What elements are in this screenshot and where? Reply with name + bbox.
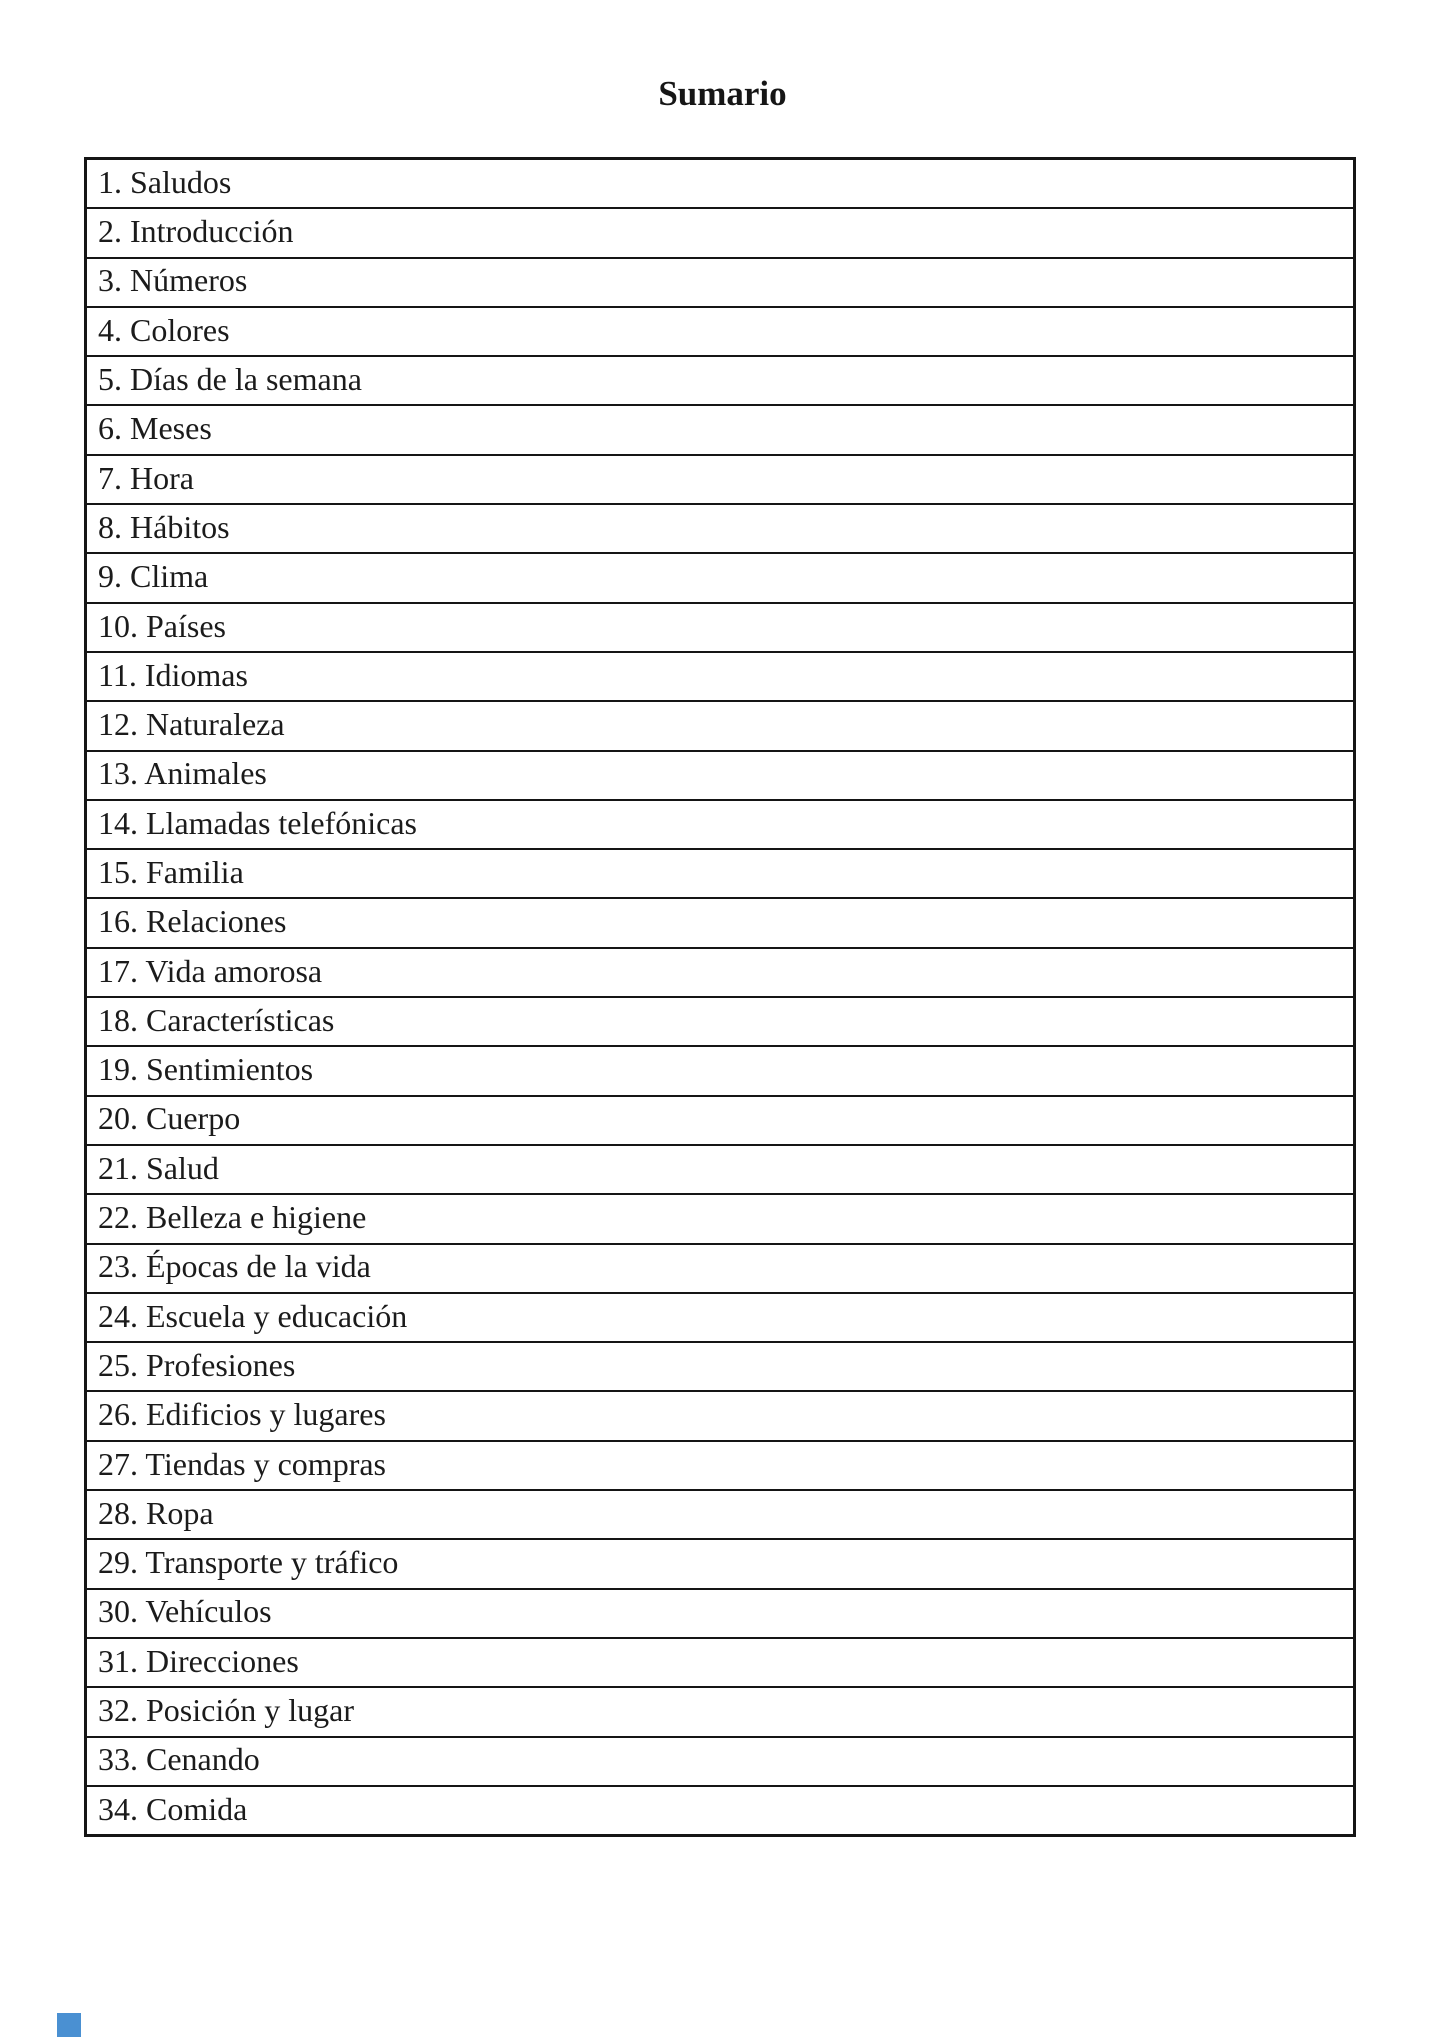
toc-entry: 17. Vida amorosa [86,948,1355,997]
toc-entry: 22. Belleza e higiene [86,1194,1355,1243]
toc-entry: 13. Animales [86,751,1355,800]
table-row [86,455,1355,504]
toc-entry: 20. Cuerpo [86,1096,1355,1145]
toc-entry: 1. Saludos [86,159,1355,209]
toc-entry: 6. Meses [86,405,1355,454]
table-row [86,849,1355,898]
table-row [86,504,1355,553]
table-row [86,898,1355,947]
toc-entry: 32. Posición y lugar [86,1687,1355,1736]
table-row [86,1589,1355,1638]
table-row [86,307,1355,356]
table-row [86,1786,1355,1836]
toc-entry: 16. Relaciones [86,898,1355,947]
toc-entry: 31. Direcciones [86,1638,1355,1687]
summary-table-body [86,159,1355,1836]
table-row [86,1342,1355,1391]
table-row [86,1737,1355,1786]
table-row [86,405,1355,454]
table-row [86,1145,1355,1194]
toc-entry: 4. Colores [86,307,1355,356]
toc-entry: 10. Países [86,603,1355,652]
table-row [86,1096,1355,1145]
table-row [86,553,1355,602]
toc-entry: 14. Llamadas telefónicas [86,800,1355,849]
table-row [86,948,1355,997]
table-row [86,800,1355,849]
table-row [86,258,1355,307]
summary-table [84,157,1356,1837]
toc-entry: 12. Naturaleza [86,701,1355,750]
table-row [86,1638,1355,1687]
table-row [86,603,1355,652]
table-row [86,652,1355,701]
toc-entry: 27. Tiendas y compras [86,1441,1355,1490]
page-link-marker [57,2013,81,2037]
table-row [86,1687,1355,1736]
toc-entry: 23. Épocas de la vida [86,1244,1355,1293]
toc-entry: 5. Días de la semana [86,356,1355,405]
toc-entry: 18. Características [86,997,1355,1046]
table-row [86,1293,1355,1342]
toc-entry: 3. Números [86,258,1355,307]
toc-entry: 15. Familia [86,849,1355,898]
table-row [86,701,1355,750]
table-row [86,1194,1355,1243]
toc-entry: 2. Introducción [86,208,1355,257]
table-row [86,1441,1355,1490]
table-row [86,997,1355,1046]
toc-entry: 26. Edificios y lugares [86,1391,1355,1440]
table-row [86,159,1355,209]
table-row [86,1490,1355,1539]
table-row [86,1391,1355,1440]
toc-entry: 9. Clima [86,553,1355,602]
toc-entry: 21. Salud [86,1145,1355,1194]
table-row [86,208,1355,257]
toc-entry: 30. Vehículos [86,1589,1355,1638]
toc-entry: 8. Hábitos [86,504,1355,553]
toc-entry: 24. Escuela y educación [86,1293,1355,1342]
page-title: Sumario [658,74,787,113]
toc-entry: 7. Hora [86,455,1355,504]
toc-entry: 25. Profesiones [86,1342,1355,1391]
toc-entry: 19. Sentimientos [86,1046,1355,1095]
table-row [86,356,1355,405]
toc-entry: 33. Cenando [86,1737,1355,1786]
table-row [86,1046,1355,1095]
table-row [86,1244,1355,1293]
toc-entry: 29. Transporte y tráfico [86,1539,1355,1588]
table-row [86,1539,1355,1588]
toc-entry: 28. Ropa [86,1490,1355,1539]
table-row [86,751,1355,800]
toc-entry: 11. Idiomas [86,652,1355,701]
toc-entry: 34. Comida [86,1786,1355,1836]
